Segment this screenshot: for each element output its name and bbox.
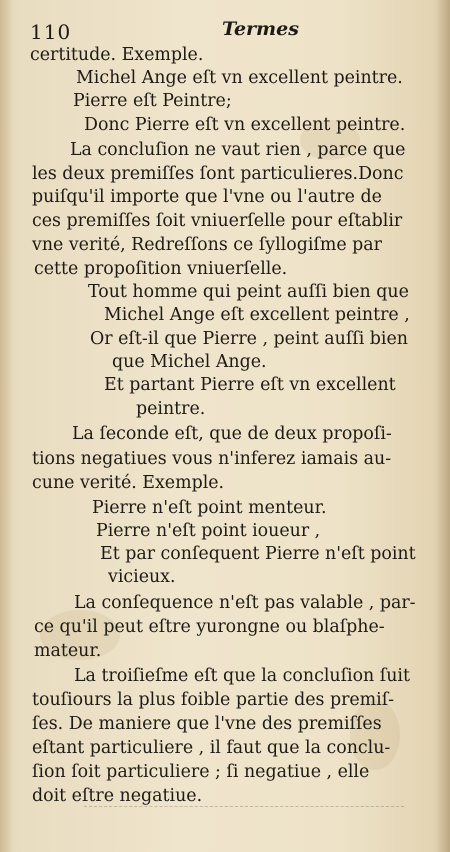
text-line: Pierre n'eſt point menteur.	[92, 498, 327, 518]
text-line: Et par conſequent Pierre n'eſt point	[100, 544, 416, 564]
text-line: Pierre eſt Peintre;	[73, 91, 232, 111]
text-line: doit eſtre negatiue.	[32, 786, 203, 806]
text-line: les deux premiſſes ſont particulieres.Donc	[32, 164, 404, 184]
running-head: Termes	[222, 18, 299, 40]
text-line: touſiours la plus foible partie des premiſ-	[32, 690, 395, 710]
text-line: La ſeconde eſt, que de deux propoſi-	[72, 424, 392, 444]
text-line: cette propoſition vniuerſelle.	[34, 259, 288, 279]
text-line: tions negatiues vous n'inferez iamais au-	[32, 449, 392, 469]
text-line: Michel Ange eſt excellent peintre ,	[104, 305, 410, 325]
text-line: Tout homme qui peint auſſi bien que	[88, 282, 409, 302]
page-number: 110	[30, 20, 72, 44]
text-line: vne verité, Redreſſons ce ſyllogiſme par	[32, 235, 382, 255]
page-edge-shadow	[436, 0, 450, 852]
text-line: peintre.	[136, 399, 206, 419]
text-line: La troiſieſme eſt que la concluſion ſuit	[74, 666, 410, 686]
text-line: certitude. Exemple.	[30, 45, 204, 65]
text-line: vicieux.	[108, 567, 176, 587]
text-line: La concluſion ne vaut rien , parce que	[70, 140, 406, 160]
text-line: puiſqu'il importe que l'vne ou l'autre de	[32, 187, 382, 207]
text-line: mateur.	[34, 641, 102, 661]
text-line: Pierre n'eſt point ioueur ,	[96, 521, 321, 541]
text-line: ſes. De maniere que l'vne des premiſſes	[32, 714, 382, 734]
print-smudge-rule	[84, 806, 404, 807]
text-line: ce qu'il peut eſtre yurongne ou blaſphe-	[34, 617, 385, 637]
text-line: ces premiſſes ſoit vniuerſelle pour eſtablir	[32, 211, 403, 231]
text-line: cune verité. Exemple.	[32, 473, 225, 493]
text-line: que Michel Ange.	[112, 352, 267, 372]
text-line: Et partant Pierre eſt vn excellent	[104, 375, 396, 395]
text-line: eſtant particuliere , il faut que la conclu-	[32, 738, 391, 758]
text-line: Donc Pierre eſt vn excellent peintre.	[84, 115, 406, 135]
text-line: La conſequence n'eſt pas valable , par-	[74, 593, 416, 613]
text-line: Or eſt-il que Pierre , peint auſſi bien	[90, 329, 408, 349]
text-line: ſion ſoit particuliere ; ſi negatiue , elle	[32, 762, 370, 782]
text-line: Michel Ange eſt vn excellent peintre.	[76, 68, 403, 88]
